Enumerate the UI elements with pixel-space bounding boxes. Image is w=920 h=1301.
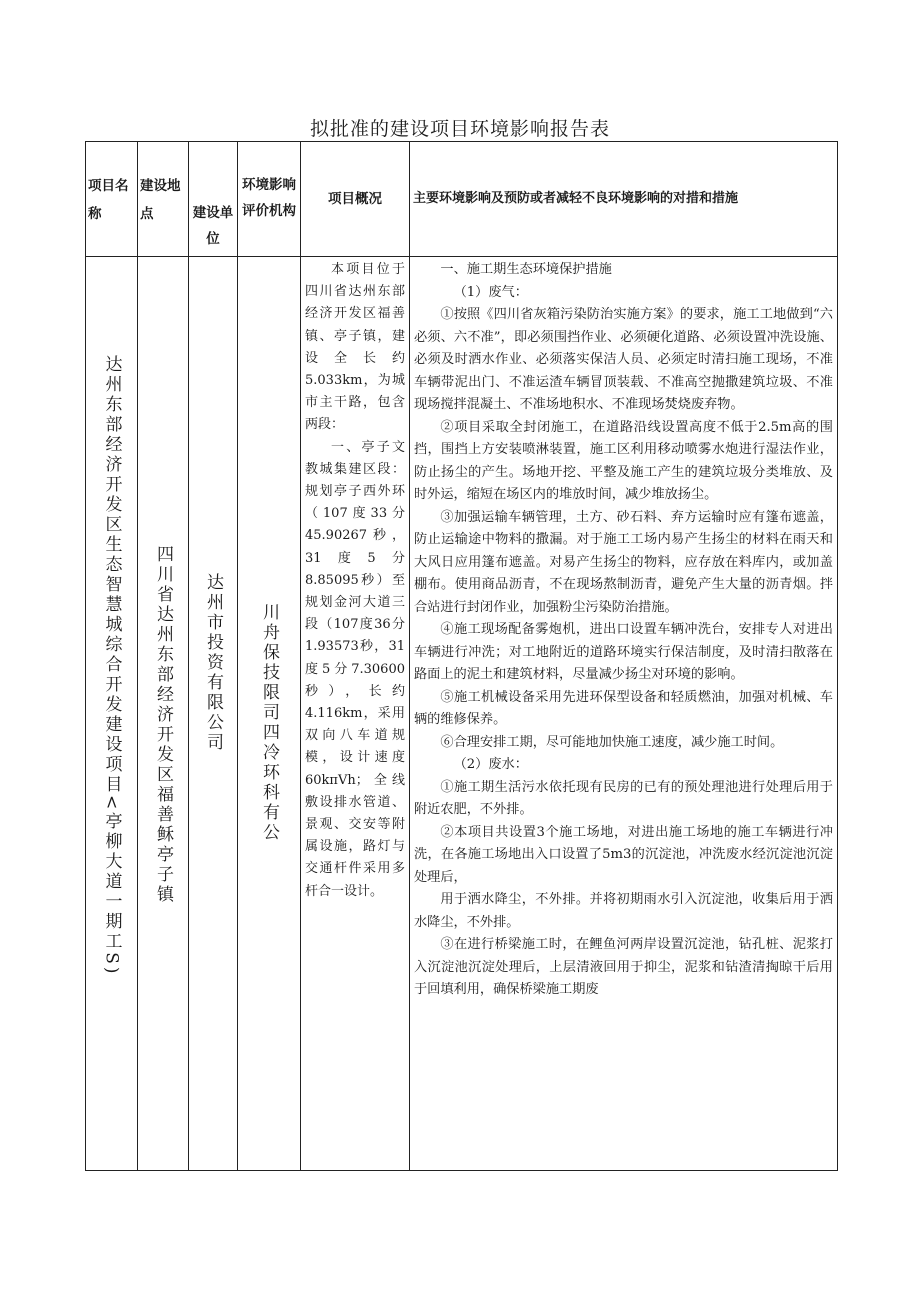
measures-paragraph: ④施工现场配备雾炮机，进出口设置车辆冲洗台，安排专人对进出车辆进行冲洗；对工地附近的道路环境实行保洁制度，及时清扫散落在路面上的泥土和建筑材料，尽量减少扬尘对环境的影响。	[414, 622, 833, 682]
project-name-text: 达州东部经济开发区生态智慧城综合开发建设项目<亭柳大道一期工S)	[101, 355, 122, 977]
report-table	[85, 141, 838, 1171]
header-overview: 项目概况	[301, 142, 410, 257]
measures-cell	[410, 257, 838, 1171]
measures-subheading: （1）废气：	[453, 284, 528, 300]
eia-org-text: 川舟保技限司四冷环科有公	[259, 603, 279, 843]
header-eia-org: 环境影响评价机构	[238, 142, 301, 257]
measures-paragraph: ⑤施工机械设备采用先进环保型设备和轻质燃油，加强对机械、车辆的维修保养。	[414, 689, 833, 727]
header-measures: 主要环境影响及预防或者减轻不良环境影响的对措和措施	[410, 142, 838, 257]
measures-subheading: （2）废水：	[453, 757, 528, 772]
overview-paragraph: 本项目位于四川省达州东部经济开发区福善镇、亭子镇，建设全长约5.033km，为城市主干路，包含两段：	[305, 262, 405, 433]
measures-paragraph: ①按照《四川省灰箱污染防治实施方案》的要求，施工工地做到“六必须、六不准”，即必须围挡作业、必须硬化道路、必须设置冲洗设施、必须及时洒水作业、必须落实保洁人员、必须定时清扫施工现场，不准车辆带泥出门、不准运渣车辆冒顶装载、不准高空抛撒建筑垃圾、不准现场搅拌混凝土、不准场地积水、不准现场焚烧废弃物。	[414, 307, 833, 412]
measures-heading: 一、施工期生态环境保护措施	[440, 262, 612, 277]
project-name-cell	[86, 257, 138, 1171]
overview-cell	[301, 257, 410, 1171]
unit-text: 达州市投资有限公司	[203, 573, 223, 753]
unit-cell	[189, 257, 238, 1171]
measures-paragraph: 用于洒水降尘，不外排。并将初期雨水引入沉淀池，收集后用于洒水降尘，不外排。	[414, 892, 833, 930]
eia-org-cell	[238, 257, 301, 1171]
header-location: 建设地点	[138, 142, 189, 257]
measures-paragraph: ⑥合理安排工期，尽可能地加快施工速度，减少施工时间。	[440, 734, 784, 750]
measures-paragraph: ②项目采取全封闭施工，在道路沿线设置高度不低于2.5m高的围挡，围挡上方安装喷淋装置，施工区利用移动喷雾水炮进行湿法作业，防止扬尘的产生。场地开挖、平整及施工产生的建筑垃圾分类堆放、及时外运，缩短在场区内的堆放时间，减少堆放扬尘。	[414, 419, 833, 502]
measures-paragraph: ③在进行桥梁施工时，在鲤鱼河两岸设置沉淀池，钻孔桩、泥浆打入沉淀池沉淀处理后，上层清液回用于抑尘，泥浆和钻渣清掏晾干后用于回填利用，确保桥梁施工期废	[414, 937, 833, 997]
header-unit: 建设单位	[189, 142, 238, 257]
overview-paragraph: 一、亭子文教城集建区段：规划亭子西外环（107度33分45.90267秒，31度5分8.85095秒）至规划金河大道三段（107度36分1.93573秒，31度5分7.30600秒），长约4.116km，采用双向八车道规模，设计速度60kπVh；全线敷设排水管道、景观、交安等附属设施，路灯与交通杆件采用多杆合一设计。	[305, 439, 405, 899]
header-row	[86, 142, 838, 257]
header-project-name: 项目名称	[86, 142, 138, 257]
measures-paragraph: ③加强运输车辆管理，土方、砂石料、弃方运输时应有篷布遮盖，防止运输途中物料的撒漏。对于施工工场内易产生扬尘的材料在雨天和大风日应用篷布遮盖。对易产生扬尘的物料，应存放在料库内，或加盖棚布。使用商品沥青，不在现场熬制沥青，避免产生大量的沥青烟。拌合站进行封闭作业，加强粉尘污染防治措施。	[414, 509, 833, 615]
location-text: 四川省达州东部经济开发区福善稣亭子镇	[153, 545, 173, 905]
measures-paragraph: ②本项目共设置3个施工场地，对进出施工场地的施工车辆进行冲洗，在各施工场地出入口设置了5m3的沉淀池，冲洗废水经沉淀池沉淀处理后，	[414, 824, 833, 885]
measures-paragraph: ①施工期生活污水依托现有民房的已有的预处理池进行处理后用于附近农肥，不外排。	[414, 779, 833, 817]
location-cell	[138, 257, 189, 1171]
page-title: 拟批准的建设项目环境影响报告表	[309, 118, 610, 140]
table-row	[86, 257, 838, 1171]
